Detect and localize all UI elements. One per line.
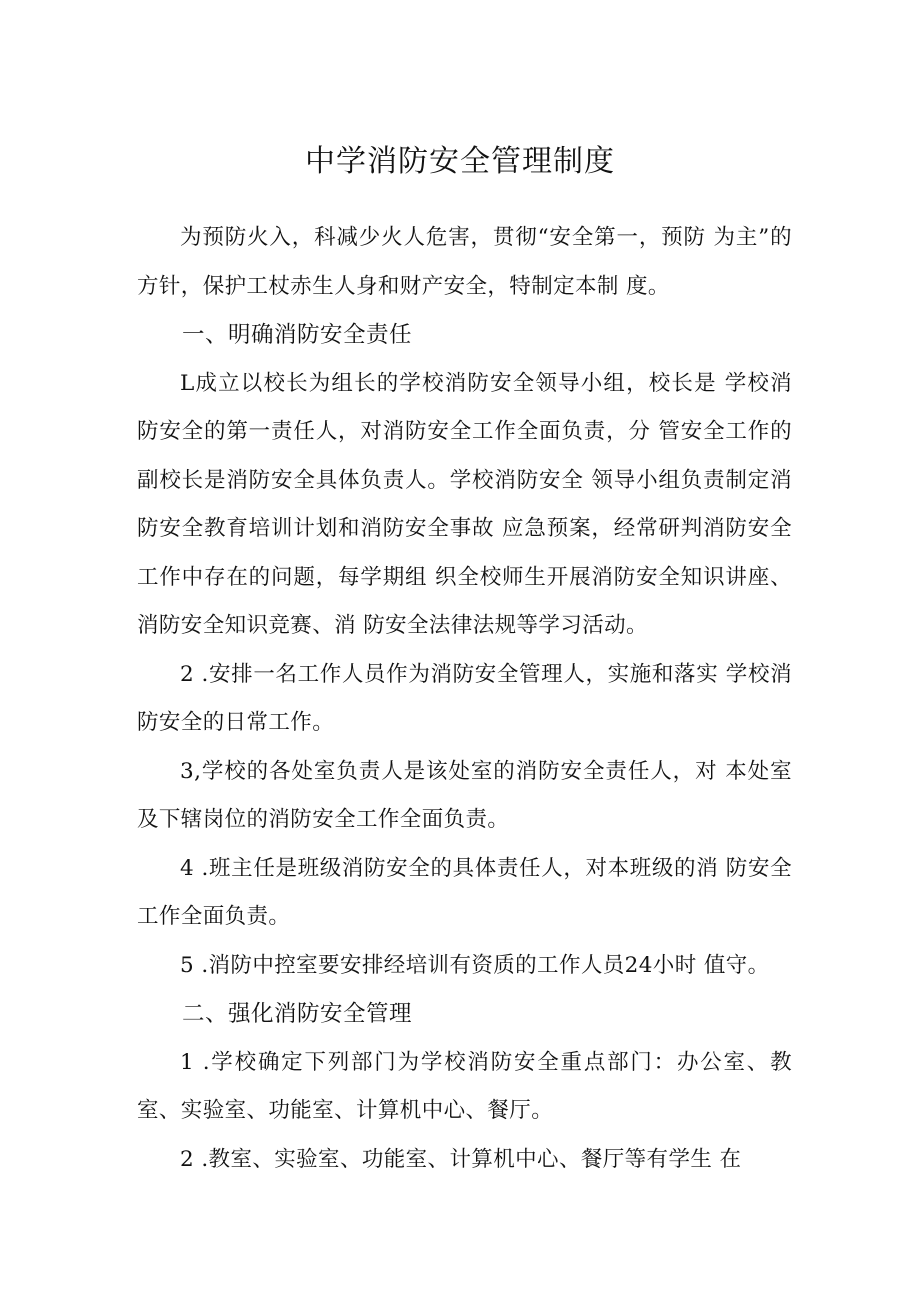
document-body [137,214,792,1184]
document-title: 中学消防安全管理制度 [305,144,615,179]
section-1-item-1: L成立以校长为组长的学校消防安全领导小组，校长是 学校消防安全的第一责任人，对消防安全工作全面负责，分 管安全工作的副校长是消防安全具体负责人。学校消防安全 领导小组负责制定消防安全教育培训计划和消防安全事故 应急预案，经常研判消防安全工作中存在的问题，每学期组 织全校师生开展消防安全知识讲座、消防安全知识竞赛、消 防安全法律法规等学习活动。 [137,370,792,638]
section-1-item-2: 2 .安排一名工作人员作为消防安全管理人，实施和落实 学校消防安全的日常工作。 [137,661,792,735]
section-1-item-3: 3,学校的各处室负责人是该处室的消防安全责任人，对 本处室及下辖岗位的消防安全工作全面负责。 [137,758,792,832]
section-heading: 一、明确消防安全责任 [182,322,413,348]
section-1-item-4: 4 .班主任是班级消防安全的具体责任人，对本班级的消 防安全工作全面负责。 [137,855,792,929]
section-2-item-1: 1 .学校确定下列部门为学校消防安全重点部门：办公室、教室、实验室、功能室、计算机中心、餐厅。 [137,1049,792,1123]
intro-paragraph: 为预防火入，科减少火人危害，贯彻“安全第一，预防 为主”的方针，保护工杖赤生人身和财产安全，特制定本制 度。 [137,225,792,299]
section-heading: 二、强化消防安全管理 [182,1001,413,1027]
section-1-item-5: 5 .消防中控室要安排经培训有资质的工作人员24小时 值守。 [180,952,770,978]
section-2-item-2: 2 .教室、实验室、功能室、计算机中心、餐厅等有学生 在 [180,1146,742,1172]
